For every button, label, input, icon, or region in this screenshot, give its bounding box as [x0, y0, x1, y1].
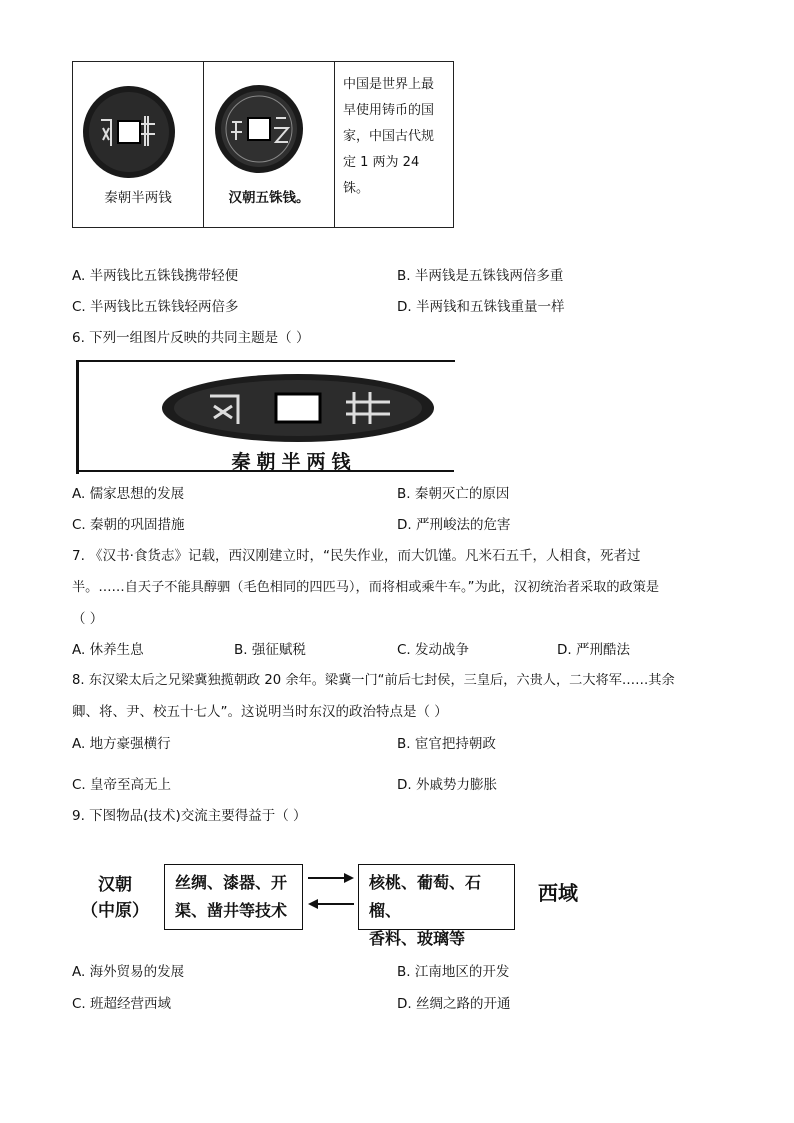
q9-diagram-west-label: 西域 — [538, 881, 578, 905]
q9-diagram-han-label: 汉朝 （中原） — [81, 875, 149, 921]
coin-note-line: 中国是世界上最 — [343, 77, 435, 92]
q7-stem-line: （ ） — [72, 611, 104, 627]
q9-diagram-west-exports-box: 核桃、葡萄、石榴、 香料、玻璃等 — [358, 864, 515, 930]
q7-option-a[interactable]: A. 休养生息 — [72, 642, 144, 658]
coin-note-line: 家，中国古代规 — [343, 129, 435, 144]
q5-option-c[interactable]: C. 半两钱比五铢钱轻两倍多 — [72, 299, 239, 315]
q6-option-d[interactable]: D. 严刑峻法的危害 — [397, 517, 511, 533]
q8-stem-line: 8. 东汉梁太后之兄梁冀独揽朝政 20 余年。梁冀一门“前后七封侯，三皇后，六贵人，二大将军……其余 — [72, 673, 675, 688]
q6-coin-image — [158, 372, 438, 444]
q9-option-c[interactable]: C. 班超经营西域 — [72, 996, 172, 1012]
q6-stem: 6. 下列一组图片反映的共同主题是（ ） — [72, 330, 310, 346]
q9-stem: 9. 下图物品(技术)交流主要得益于（ ） — [72, 808, 307, 824]
q7-option-d[interactable]: D. 严刑酷法 — [557, 642, 630, 658]
q5-option-d[interactable]: D. 半两钱和五铢钱重量一样 — [397, 299, 565, 315]
han-coin-caption: 汉朝五铢钱。 — [228, 190, 310, 206]
coin-comparison-table — [72, 61, 454, 228]
q7-option-b[interactable]: B. 强征赋税 — [234, 642, 306, 658]
qin-ban-liang-coin-image — [81, 84, 177, 180]
q7-option-c[interactable]: C. 发动战争 — [397, 642, 470, 658]
han-wu-zhu-coin-image — [214, 84, 304, 174]
qin-coin-caption: 秦朝半两钱 — [104, 190, 172, 206]
q8-option-a[interactable]: A. 地方豪强横行 — [72, 736, 171, 752]
coin-note-cell — [335, 62, 454, 228]
q6-option-c[interactable]: C. 秦朝的巩固措施 — [72, 517, 185, 533]
q5-option-a[interactable]: A. 半两钱比五铢钱携带轻便 — [72, 268, 239, 284]
q6-option-a[interactable]: A. 儒家思想的发展 — [72, 486, 185, 502]
q9-option-b[interactable]: B. 江南地区的开发 — [397, 964, 510, 980]
q9-option-d[interactable]: D. 丝绸之路的开通 — [397, 996, 511, 1012]
q7-stem-line: 半。……自天子不能具醇驷（毛色相同的四匹马），而将相或乘牛车。”为此，汉初统治者采取的政策是 — [72, 580, 660, 595]
q9-option-a[interactable]: A. 海外贸易的发展 — [72, 964, 185, 980]
coin-note-line: 定 1 两为 24 — [343, 155, 420, 170]
q6-option-b[interactable]: B. 秦朝灭亡的原因 — [397, 486, 510, 502]
q6-banner-caption: 秦朝半两钱 — [231, 451, 357, 473]
qin-coin-cell — [73, 62, 204, 228]
q8-option-d[interactable]: D. 外戚势力膨胀 — [397, 777, 497, 793]
coin-note-line: 早使用铸币的国 — [343, 103, 435, 118]
q7-stem-line: 7. 《汉书·食货志》记载，西汉刚建立时，“民失作业，而大饥馑。凡米石五千，人相食，死者过 — [72, 548, 641, 564]
q8-stem-line: 卿、将、尹、校五十七人”。这说明当时东汉的政治特点是（ ） — [72, 704, 448, 720]
q9-exchange-arrows-icon — [306, 866, 356, 916]
q8-option-c[interactable]: C. 皇帝至高无上 — [72, 777, 172, 793]
q5-option-b[interactable]: B. 半两钱是五铢钱两倍多重 — [397, 268, 564, 284]
q9-diagram-han-exports-box: 丝绸、漆器、开 渠、凿井等技术 — [164, 864, 303, 930]
han-coin-cell — [204, 62, 335, 228]
coin-note-line: 铢。 — [343, 181, 370, 196]
q8-option-b[interactable]: B. 宦官把持朝政 — [397, 736, 496, 752]
